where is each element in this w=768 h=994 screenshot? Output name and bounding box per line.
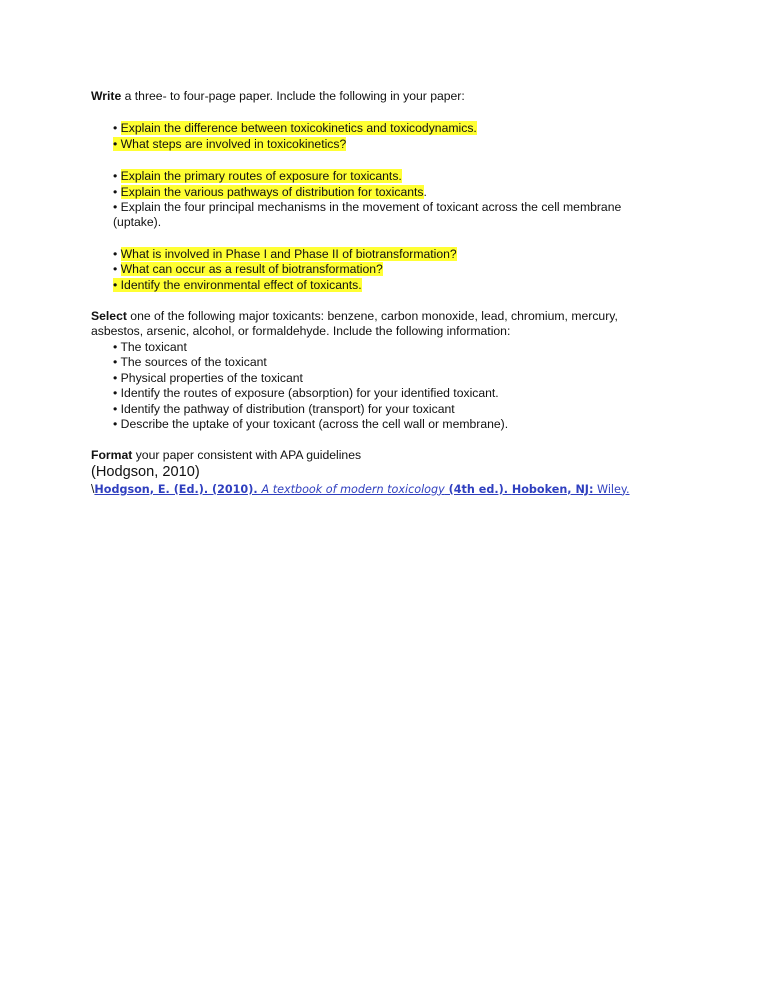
list-item-text: The sources of the toxicant: [120, 355, 267, 370]
list-item: [113, 371, 651, 386]
list-item: [113, 169, 651, 184]
reference-prefix: \: [91, 481, 95, 496]
highlighted-text: What can occur as a result of biotransformation?: [120, 262, 383, 277]
bullet-group-1: [91, 121, 651, 152]
list-item: [113, 386, 651, 401]
bullet-icon: •: [113, 370, 118, 385]
bullet-icon: •: [113, 416, 118, 431]
list-item: [113, 402, 651, 417]
bullet-group-2: [91, 169, 651, 215]
reference-edition: (4th ed.).: [444, 482, 512, 496]
highlighted-text: What is involved in Phase I and Phase II of biotransformation?: [120, 246, 457, 261]
bullet-icon: •: [113, 386, 118, 401]
list-item-text: Describe the uptake of your toxicant (across the cell wall or membrane).: [120, 416, 509, 431]
mechanisms-continuation: (uptake).: [113, 215, 162, 230]
inline-citation: (Hodgson, 2010): [91, 463, 200, 480]
list-item-text: Identify the pathway of distribution (transport) for your toxicant: [120, 401, 455, 416]
bullet-icon: •: [113, 246, 118, 261]
highlighted-text: Explain the various pathways of distribution for toxicants: [120, 184, 424, 199]
select-text: one of the following major toxicants: benzene, carbon monoxide, lead, chromium, mercury, asbestos, arsenic, alcohol, or formaldehyde. Include the following information:: [91, 309, 618, 339]
list-item: [113, 247, 651, 262]
reference-title: A textbook of modern toxicology: [261, 482, 445, 496]
format-text: your paper consistent with APA guidelines: [132, 448, 362, 463]
bullet-icon: •: [113, 200, 118, 215]
list-item: [113, 355, 651, 370]
reference-author: Hodgson, E. (Ed.). (2010).: [94, 482, 262, 496]
list-item: [113, 340, 651, 355]
list-item: [113, 262, 651, 277]
bullet-icon: •: [113, 277, 118, 292]
intro-text: a three- to four-page paper. Include the following in your paper:: [121, 89, 465, 103]
list-item: [113, 137, 651, 152]
bullet-icon: •: [113, 184, 118, 199]
highlighted-text: Explain the primary routes of exposure for toxicants.: [120, 169, 402, 184]
list-item: [113, 121, 651, 136]
list-item: [113, 278, 651, 293]
reference-link[interactable]: [94, 483, 629, 496]
bullet-icon: •: [113, 262, 118, 277]
list-item: [113, 200, 651, 215]
format-paragraph: [91, 448, 651, 463]
bullet-icon: •: [113, 339, 118, 354]
list-item: [113, 185, 651, 200]
highlighted-text: Explain the difference between toxicokinetics and toxicodynamics.: [120, 121, 477, 136]
bullet-icon: •: [113, 401, 118, 416]
highlighted-text: Identify the environmental effect of toxicants.: [120, 277, 362, 292]
list-item-text: Physical properties of the toxicant: [120, 370, 303, 385]
reference-publisher: Wiley.: [593, 482, 630, 496]
bullet-group-3: [91, 247, 651, 293]
select-lead: Select: [91, 309, 127, 324]
list-item-text: Identify the routes of exposure (absorption) for your identified toxicant.: [120, 386, 499, 401]
assignment-document: [91, 89, 651, 498]
bullet-icon: •: [113, 355, 118, 370]
toxicant-info-list: [91, 340, 651, 432]
mechanisms-text: Explain the four principal mechanisms in the movement of toxicant across the cell membrane: [120, 200, 622, 215]
bullet-icon: •: [113, 136, 118, 151]
reference-entry: [91, 481, 651, 498]
list-item: [113, 417, 651, 432]
period-text: .: [423, 184, 427, 199]
select-paragraph: [91, 309, 651, 340]
intro-lead: Write: [91, 89, 122, 103]
reference-place: Hoboken, NJ:: [511, 482, 594, 496]
intro-paragraph: [91, 89, 651, 104]
bullet-icon: •: [113, 121, 118, 136]
list-item-text: The toxicant: [120, 339, 187, 354]
bullet-icon: •: [113, 169, 118, 184]
format-lead: Format: [91, 448, 133, 463]
highlighted-text: What steps are involved in toxicokinetics?: [120, 136, 347, 151]
